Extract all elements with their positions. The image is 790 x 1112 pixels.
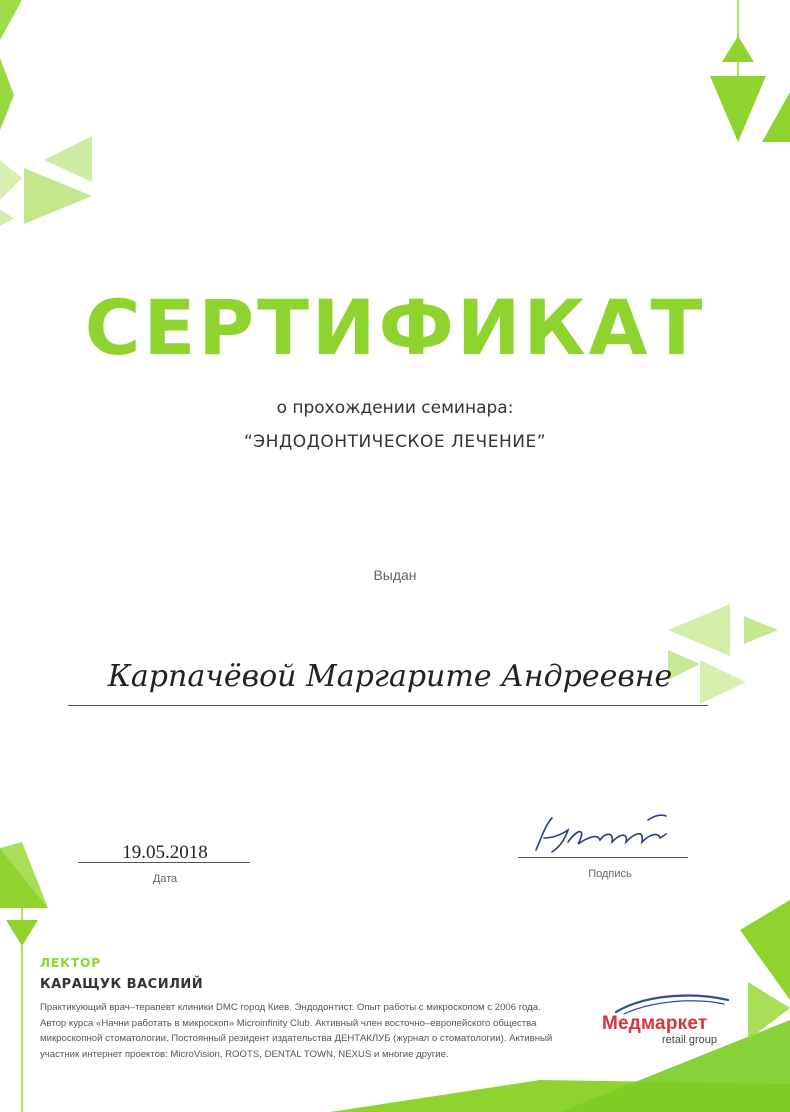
recipient-underline: [68, 705, 708, 706]
medmarket-logo: [598, 990, 738, 1050]
lector-label: ЛЕКТОР: [40, 956, 102, 970]
seminar-title: “ЭНДОДОНТИЧЕСКОЕ ЛЕЧЕНИЕ”: [244, 432, 546, 452]
lector-bio-line: Практикующий врач–терапевт клиники DMC город Киев. Эндодонтист. Опыт работы с микроскопом с 2006 года.: [40, 1002, 541, 1013]
logo-name: Медмаркет: [602, 1013, 708, 1034]
certificate-title: СЕРТИФИКАТ: [84, 283, 706, 372]
lector-bio: [40, 1000, 600, 1062]
signature-underline: [518, 857, 688, 858]
date-label: Дата: [152, 873, 178, 885]
date-underline: [78, 862, 250, 863]
lector-name: КАРАЩУК ВАСИЛИЙ: [40, 977, 204, 992]
lector-bio-line: Автор курса «Начни работать в микроскоп» Microinfinity Club. Активный член восточно–европейского общества: [40, 1017, 537, 1029]
handwritten-signature: [528, 808, 688, 860]
recipient-name: Карпачёвой Маргарите Андреевне: [107, 659, 673, 694]
issued-label: Выдан: [373, 567, 417, 583]
lector-bio-line: микроскопной стоматологии. Постоянный резидент издательства ДЕНТАКЛУБ (журнал о стоматологии). Активный: [40, 1033, 553, 1044]
certificate-subtitle: о прохождении семинара:: [276, 398, 514, 418]
issue-date: 19.05.2018: [122, 842, 208, 863]
signature-label: Подпись: [588, 868, 632, 880]
lector-bio-line: участник интернет проектов: MicroVision, ROOTS, DENTAL TOWN, NEXUS и многие другие.: [40, 1048, 449, 1060]
logo-tagline: retail group: [662, 1034, 718, 1046]
